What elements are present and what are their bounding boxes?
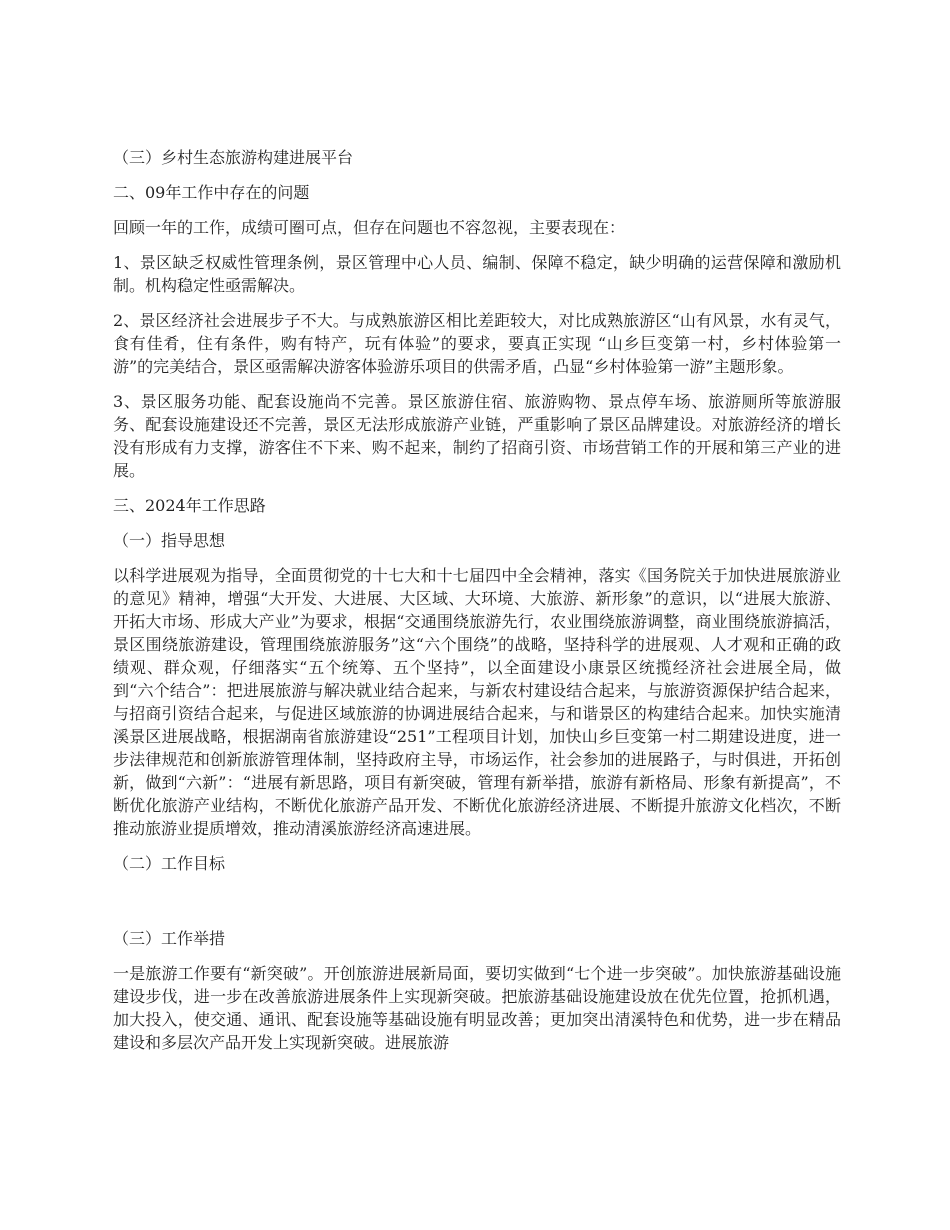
section-heading: 二、09年工作中存在的问题 — [113, 183, 310, 202]
body-paragraph: 以科学进展观为指导，全面贯彻党的十七大和十七届四中全会精神，落实《国务院关于加快进展旅游业的意见》精神，增强“大开发、大进展、大区域、大环境、大旅游、新形象”的意识，以“进展大旅游、开拓大市场、形成大产业”为要求，根据“交通围绕旅游先行，农业围绕旅游调整，商业围绕旅游搞活，景区围绕旅游建设，管理围绕旅游服务”这“六个围绕”的战略，坚持科学的进展观、人才观和正确的政绩观、群众观，仔细落实“五个统筹、五个坚持”，以全面建设小康景区统揽经济社会进展全局，做到“六个结合”：把进展旅游与解决就业结合起来，与新农村建设结合起来，与旅游资源保护结合起来，与招商引资结合起来，与促进区域旅游的协调进展结合起来，与和谐景区的构建结合起来。加快实施清溪景区进展战略，根据湖南省旅游建设“251”工程项目计划，加快山乡巨变第一村二期建设进度，进一步法律规范和创新旅游管理体制，坚持政府主导，市场运作，社会参加的进展路子，与时俱进，开拓创新，做到“六新”：“进展有新思路，项目有新突破，管理有新举措，旅游有新格局、形象有新提高”，不断优化旅游产业结构，不断优化旅游产品开发、不断优化旅游经济进展、不断提升旅游文化档次，不断推动旅游业提质增效，推动清溪旅游经济高速进展。 — [113, 566, 841, 838]
body-paragraph: 回顾一年的工作，成绩可圈可点，但存在问题也不容忽视，主要表现在： — [113, 218, 626, 237]
body-paragraph: 3、景区服务功能、配套设施尚不完善。景区旅游住宿、旅游购物、景点停车场、旅游厕所等旅游服务、配套设施建设还不完善，景区无法形成旅游产业链，严重影响了景区品牌建设。对旅游经济的增长没有形成有力支撑，游客住不下来、购不起来，制约了招商引资、市场营销工作的开展和第三产业的进展。 — [113, 392, 841, 480]
section-heading: 三、2024年工作思路 — [113, 496, 266, 515]
section-heading: （三）乡村生态旅游构建进展平台 — [113, 148, 354, 167]
body-paragraph: 一是旅游工作要有“新突破”。开创旅游进展新局面，要切实做到“七个进一步突破”。加快旅游基础设施建设步伐，进一步在改善旅游进展条件上实现新突破。把旅游基础设施建设放在优先位置，抢抓机遇，加大投入，使交通、通讯、配套设施等基础设施有明显改善；更加突出清溪特色和优势，进一步在精品建设和多层次产品开发上实现新突破。进展旅游 — [113, 964, 841, 1052]
subsection-heading: （二）工作目标 — [113, 854, 226, 873]
document-body — [113, 146, 841, 1066]
blank-space — [113, 887, 841, 927]
body-paragraph: 1、景区缺乏权威性管理条例，景区管理中心人员、编制、保障不稳定，缺少明确的运营保障和激励机制。机构稳定性亟需解决。 — [113, 253, 841, 295]
subsection-heading: （一）指导思想 — [113, 531, 226, 550]
subsection-heading: （三）工作举措 — [113, 929, 226, 948]
body-paragraph: 2、景区经济社会进展步子不大。与成熟旅游区相比差距较大，对比成熟旅游区“山有风景，水有灵气，食有佳肴，住有条件，购有特产，玩有体验”的要求，要真正实现 “山乡巨变第一村，乡村体验第一游”的完美结合，景区亟需解决游客体验游乐项目的供需矛盾，凸显“乡村体验第一游”主题形象。 — [113, 311, 841, 376]
